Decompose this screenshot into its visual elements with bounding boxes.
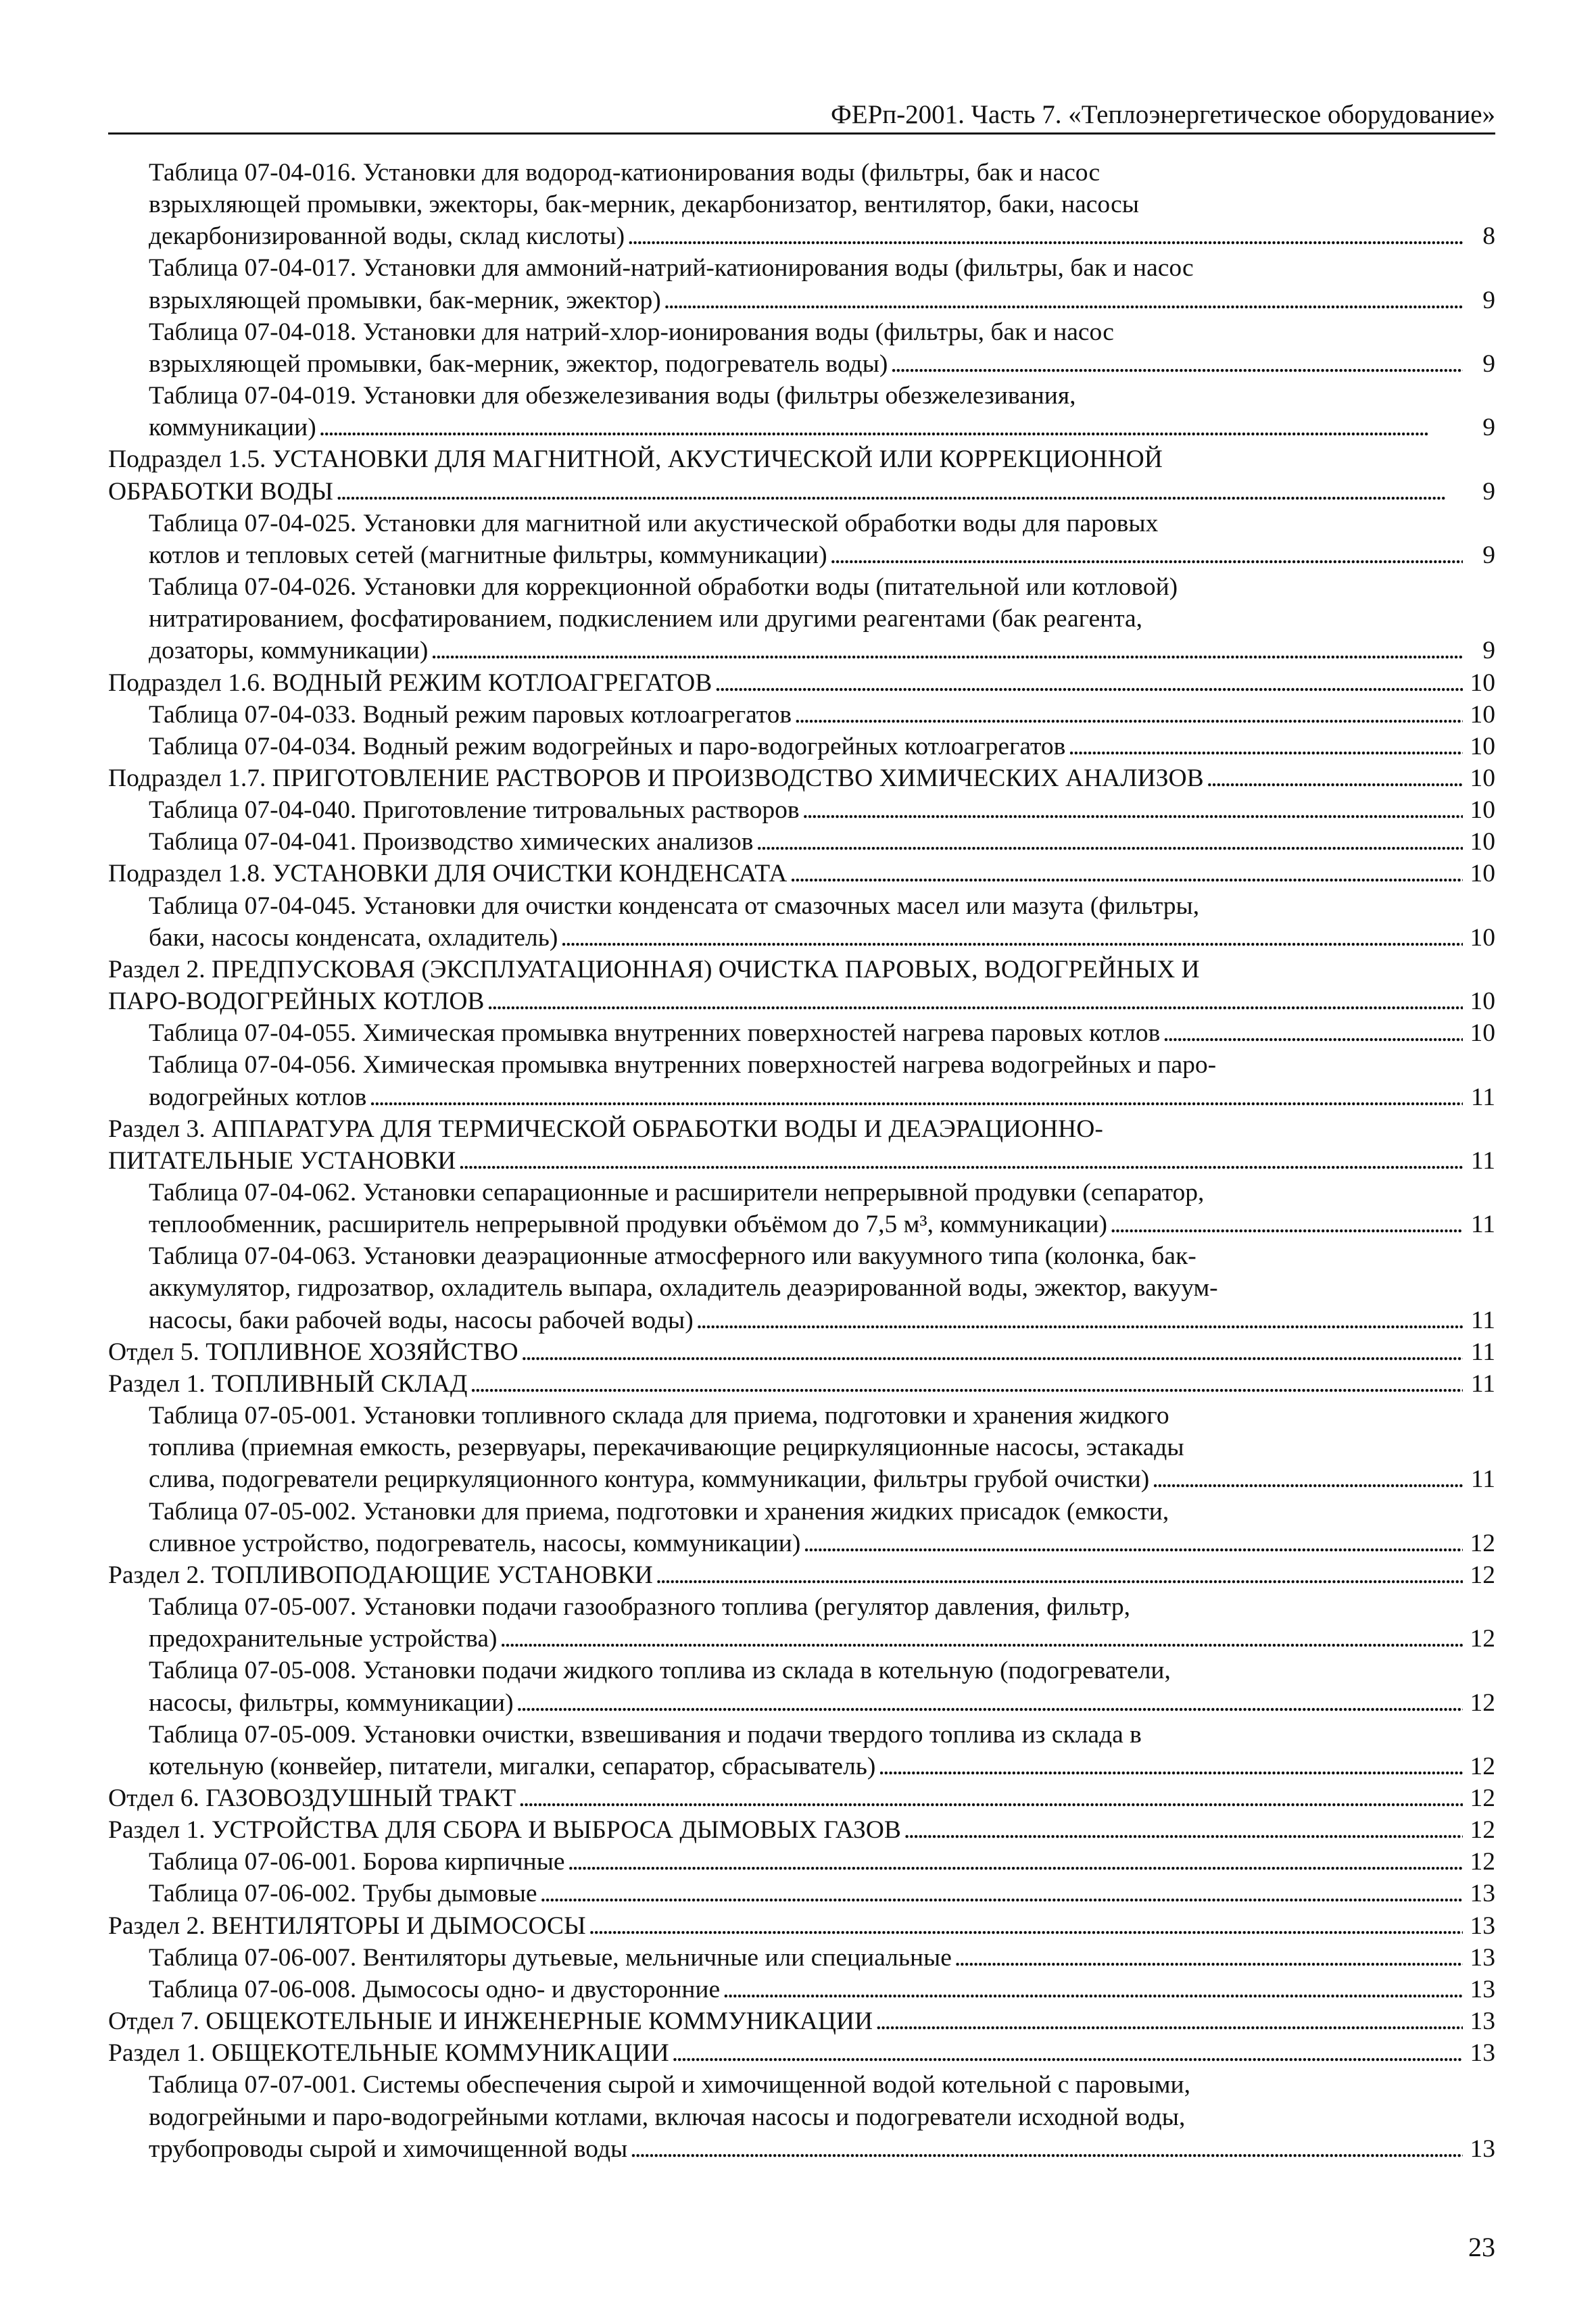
toc-entry-line: Таблица 07-04-041. Производство химических анализов xyxy=(149,828,754,856)
toc-entry-line: Таблица 07-05-007. Установки подачи газообразного топлива (регулятор давления, фильтр, xyxy=(149,1593,1131,1622)
toc-page-ref: 8 xyxy=(1482,222,1495,251)
toc-page-ref: 9 xyxy=(1482,637,1495,665)
toc-entry-line: Раздел 1. ОБЩЕКОТЕЛЬНЫЕ КОММУНИКАЦИИ xyxy=(108,2039,669,2068)
dot-leader xyxy=(336,476,1463,508)
toc-table-entry xyxy=(108,1177,1495,1240)
dot-leader xyxy=(890,348,1463,380)
toc-entry-line: Подраздел 1.5. УСТАНОВКИ ДЛЯ МАГНИТНОЙ, АКУСТИЧЕСКОЙ ИЛИ КОРРЕКЦИОННОЙ xyxy=(108,445,1163,474)
toc-page-ref: 9 xyxy=(1482,349,1495,378)
toc-table-entry xyxy=(108,1591,1495,1655)
dot-leader xyxy=(756,826,1463,858)
toc-page-ref: 10 xyxy=(1470,764,1495,792)
page-number: 23 xyxy=(1468,2232,1495,2262)
toc-page-ref: 10 xyxy=(1470,668,1495,697)
toc-page-ref: 13 xyxy=(1470,2135,1495,2163)
toc-entry-line: ПИТАТЕЛЬНЫЕ УСТАНОВКИ xyxy=(108,1146,456,1175)
toc-entry-line: Подраздел 1.6. ВОДНЫЙ РЕЖИМ КОТЛОАГРЕГАТОВ xyxy=(108,668,712,697)
dot-leader xyxy=(458,1145,1463,1177)
toc-entry-line: взрыхляющей промывки, эжекторы, бак-мерник, декарбонизатор, вентилятор, баки, насосы xyxy=(149,191,1139,219)
toc-entry-line: Таблица 07-04-033. Водный режим паровых котлоагрегатов xyxy=(149,700,792,729)
toc-table-entry xyxy=(108,794,1495,826)
toc-section-entry xyxy=(108,667,1495,699)
toc-section-entry xyxy=(108,1782,1495,1814)
toc-page-ref: 13 xyxy=(1470,1975,1495,2003)
dot-leader xyxy=(664,285,1463,316)
toc-table-entry xyxy=(108,1400,1495,1495)
dot-leader xyxy=(1110,1209,1463,1240)
toc-table-entry xyxy=(108,731,1495,762)
toc-section-entry xyxy=(108,1368,1495,1400)
toc-entry-line: сливное устройство, подогреватель, насосы, коммуникации) xyxy=(149,1529,801,1557)
toc-entry-line: Раздел 2. ПРЕДПУСКОВАЯ (ЭКСПЛУАТАЦИОННАЯ) ОЧИСТКА ПАРОВЫХ, ВОДОГРЕЙНЫХ И xyxy=(108,955,1200,983)
toc-page-ref: 11 xyxy=(1470,1369,1495,1398)
dot-leader xyxy=(790,858,1463,890)
page-header: ФЕРп-2001. Часть 7. «Теплоэнергетическое оборудование» xyxy=(108,100,1495,135)
toc-section-entry xyxy=(108,1814,1495,1846)
toc-entry-line: Таблица 07-05-008. Установки подачи жидкого топлива из склада в котельную (подогреватели, xyxy=(149,1657,1171,1685)
toc-table-entry xyxy=(108,157,1495,252)
toc-page-ref: 10 xyxy=(1470,732,1495,760)
dot-leader xyxy=(904,1814,1463,1846)
toc-table-entry xyxy=(108,1655,1495,1718)
toc-page-ref: 11 xyxy=(1470,1146,1495,1175)
toc-page-ref: 13 xyxy=(1470,1911,1495,1940)
toc-entry-line: Таблица 07-05-002. Установки для приема, подготовки и хранения жидких присадок (емкости, xyxy=(149,1497,1169,1526)
dot-leader xyxy=(1163,1017,1463,1049)
dot-leader xyxy=(672,2037,1463,2069)
toc-table-entry xyxy=(108,1974,1495,2005)
toc-table-entry xyxy=(108,380,1495,443)
dot-leader xyxy=(715,667,1463,699)
toc-entry-line: Таблица 07-07-001. Системы обеспечения сырой и химочищенной водой котельной с паровыми, xyxy=(149,2071,1190,2099)
toc-entry-line: слива, подогреватели рециркуляционного контура, коммуникации, фильтры грубой очистки) xyxy=(149,1465,1150,1494)
toc-entry-line: Таблица 07-04-040. Приготовление титровальных растворов xyxy=(149,796,800,825)
dot-leader xyxy=(830,539,1463,571)
dot-leader xyxy=(627,220,1463,252)
toc-section-entry xyxy=(108,443,1495,507)
toc-page-ref: 13 xyxy=(1470,2039,1495,2068)
toc-entry-line: коммуникации) xyxy=(149,414,316,442)
toc-page-ref: 12 xyxy=(1470,1688,1495,1717)
toc-page-ref: 12 xyxy=(1470,1848,1495,1876)
dot-leader xyxy=(431,635,1463,666)
dot-leader xyxy=(630,2133,1463,2165)
toc-entry-line: Таблица 07-05-009. Установки очистки, взвешивания и подачи твердого топлива из склада в xyxy=(149,1720,1142,1749)
toc-table-entry xyxy=(108,1878,1495,1909)
toc-entry-line: ОБРАБОТКИ ВОДЫ xyxy=(108,477,333,506)
dot-leader xyxy=(802,794,1463,826)
toc-entry-line: Таблица 07-04-025. Установки для магнитной или акустической обработки воды для паровых xyxy=(149,509,1159,537)
toc-entry-line: теплообменник, расширитель непрерывной продувки объёмом до 7,5 м³, коммуникации) xyxy=(149,1211,1108,1239)
toc-entry-line: Таблица 07-04-019. Установки для обезжелезивания воды (фильтры обезжелезивания, xyxy=(149,382,1076,410)
toc-table-entry xyxy=(108,826,1495,858)
toc-page-ref: 10 xyxy=(1470,988,1495,1016)
toc-page-ref: 10 xyxy=(1470,1019,1495,1048)
toc-entry-line: Таблица 07-04-016. Установки для водород-катионирования воды (фильтры, бак и насос xyxy=(149,159,1101,187)
dot-leader xyxy=(470,1368,1463,1400)
toc-table-entry xyxy=(108,1049,1495,1113)
toc-table-entry xyxy=(108,1017,1495,1049)
dot-leader xyxy=(723,1974,1463,2005)
toc-table-entry xyxy=(108,1719,1495,1782)
dot-leader xyxy=(794,699,1463,731)
toc-entry-line: Отдел 5. ТОПЛИВНОЕ ХОЗЯЙСТВО xyxy=(108,1338,518,1366)
dot-leader xyxy=(540,1878,1463,1909)
dot-leader xyxy=(487,985,1463,1017)
toc-entry-line: насосы, фильтры, коммуникации) xyxy=(149,1688,514,1717)
toc-page-ref: 9 xyxy=(1482,414,1495,442)
toc-page-ref: 9 xyxy=(1482,541,1495,569)
toc-entry-line: Таблица 07-04-045. Установки для очистки конденсата от смазочных масел или мазута (фильтры, xyxy=(149,892,1200,920)
dot-leader xyxy=(516,1687,1463,1719)
toc-section-entry xyxy=(108,1113,1495,1177)
toc-page-ref: 11 xyxy=(1470,1306,1495,1334)
dot-leader xyxy=(319,412,1463,443)
dot-leader xyxy=(500,1623,1463,1655)
toc-section-entry xyxy=(108,2005,1495,2037)
toc-section-entry xyxy=(108,1910,1495,1942)
toc-entry-line: топлива (приемная емкость, резервуары, перекачивающие рециркуляционные насосы, эстакады xyxy=(149,1434,1184,1462)
toc-page-ref: 9 xyxy=(1482,477,1495,506)
toc-entry-line: Раздел 2. ТОПЛИВОПОДАЮЩИЕ УСТАНОВКИ xyxy=(108,1561,653,1589)
toc-table-entry xyxy=(108,1942,1495,1974)
toc-entry-line: Таблица 07-04-062. Установки сепарационные и расширители непрерывной продувки (сепаратор, xyxy=(149,1179,1205,1207)
toc-entry-line: нитратированием, фосфатированием, подкислением или другими реагентами (бак реагента, xyxy=(149,605,1143,633)
toc-entry-line: декарбонизированной воды, склад кислоты) xyxy=(149,222,625,251)
toc-entry-line: Таблица 07-06-007. Вентиляторы дутьевые, мельничные или специальные xyxy=(149,1943,952,1972)
dot-leader xyxy=(656,1559,1463,1591)
toc-entry-line: Таблица 07-06-008. Дымососы одно- и двусторонние xyxy=(149,1975,721,2003)
toc-entry-line: Отдел 7. ОБЩЕКОТЕЛЬНЫЕ И ИНЖЕНЕРНЫЕ КОММУНИКАЦИИ xyxy=(108,2007,873,2036)
dot-leader xyxy=(878,1751,1463,1782)
toc-entry-line: Таблица 07-04-056. Химическая промывка внутренних поверхностей нагрева водогрейных и паро- xyxy=(149,1051,1217,1079)
toc-entry-line: Таблица 07-04-055. Химическая промывка внутренних поверхностей нагрева паровых котлов xyxy=(149,1019,1161,1048)
toc-table-entry xyxy=(108,1846,1495,1878)
toc-entry-line: аккумулятор, гидрозатвор, охладитель выпара, охладитель деаэрированной воды, эжектор, вакуум- xyxy=(149,1274,1218,1302)
dot-leader xyxy=(1207,762,1463,794)
toc-page-ref: 10 xyxy=(1470,860,1495,888)
toc-page-ref: 12 xyxy=(1470,1752,1495,1780)
dot-leader xyxy=(875,2005,1463,2037)
dot-leader xyxy=(518,1782,1463,1814)
toc-page-ref: 10 xyxy=(1470,796,1495,825)
toc-page-ref: 10 xyxy=(1470,700,1495,729)
toc-entry-line: Раздел 1. УСТРОЙСТВА ДЛЯ СБОРА И ВЫБРОСА ДЫМОВЫХ ГАЗОВ xyxy=(108,1816,901,1845)
toc-entry-line: Таблица 07-04-034. Водный режим водогрейных и паро-водогрейных котлоагрегатов xyxy=(149,732,1066,760)
toc-entry-line: Таблица 07-04-026. Установки для коррекционной обработки воды (питательной или котловой) xyxy=(149,573,1178,602)
toc-page-ref: 13 xyxy=(1470,1880,1495,1908)
toc-entry-line: котлов и тепловых сетей (магнитные фильтры, коммуникации) xyxy=(149,541,827,569)
toc-page-ref: 12 xyxy=(1470,1561,1495,1589)
toc-page-ref: 13 xyxy=(1470,1943,1495,1972)
toc-table-entry xyxy=(108,1240,1495,1336)
dot-leader xyxy=(560,922,1463,954)
toc-entry-line: Подраздел 1.8. УСТАНОВКИ ДЛЯ ОЧИСТКИ КОНДЕНСАТА xyxy=(108,860,788,888)
toc-section-entry xyxy=(108,1336,1495,1368)
table-of-contents xyxy=(108,157,1495,2165)
toc-entry-line: предохранительные устройства) xyxy=(149,1625,498,1653)
toc-page-ref: 11 xyxy=(1470,1465,1495,1494)
toc-entry-line: дозаторы, коммуникации) xyxy=(149,637,429,665)
toc-entry-line: баки, насосы конденсата, охладитель) xyxy=(149,923,558,952)
toc-entry-line: Подраздел 1.7. ПРИГОТОВЛЕНИЕ РАСТВОРОВ И ПРОИЗВОДСТВО ХИМИЧЕСКИХ АНАЛИЗОВ xyxy=(108,764,1204,792)
toc-table-entry xyxy=(108,890,1495,954)
toc-table-entry xyxy=(108,2069,1495,2164)
toc-entry-line: Таблица 07-06-001. Борова кирпичные xyxy=(149,1848,565,1876)
toc-page-ref: 12 xyxy=(1470,1816,1495,1845)
toc-section-entry xyxy=(108,1559,1495,1591)
toc-entry-line: Раздел 3. АППАРАТУРА ДЛЯ ТЕРМИЧЕСКОЙ ОБРАБОТКИ ВОДЫ И ДЕАЭРАЦИОННО- xyxy=(108,1115,1103,1143)
dot-leader xyxy=(1152,1463,1463,1495)
toc-page-ref: 13 xyxy=(1470,2007,1495,2036)
toc-section-entry xyxy=(108,2037,1495,2069)
toc-entry-line: Раздел 2. ВЕНТИЛЯТОРЫ И ДЫМОСОСЫ xyxy=(108,1911,586,1940)
toc-section-entry xyxy=(108,954,1495,1017)
toc-table-entry xyxy=(108,571,1495,666)
toc-entry-line: трубопроводы сырой и химочищенной воды xyxy=(149,2135,628,2163)
dot-leader xyxy=(568,1846,1463,1878)
toc-section-entry xyxy=(108,858,1495,890)
toc-page-ref: 12 xyxy=(1470,1529,1495,1557)
toc-page-ref: 11 xyxy=(1470,1338,1495,1366)
toc-entry-line: Раздел 1. ТОПЛИВНЫЙ СКЛАД xyxy=(108,1369,468,1398)
toc-entry-line: водогрейных котлов xyxy=(149,1083,367,1111)
dot-leader xyxy=(369,1081,1463,1113)
toc-entry-line: Таблица 07-04-063. Установки деаэрационные атмосферного или вакуумного типа (колонка, бак- xyxy=(149,1242,1196,1271)
toc-page-ref: 10 xyxy=(1470,923,1495,952)
toc-table-entry xyxy=(108,1496,1495,1559)
toc-entry-line: насосы, баки рабочей воды, насосы рабочей воды) xyxy=(149,1306,694,1334)
toc-page-ref: 9 xyxy=(1482,286,1495,314)
toc-entry-line: Отдел 6. ГАЗОВОЗДУШНЫЙ ТРАКТ xyxy=(108,1784,516,1812)
dot-leader xyxy=(954,1942,1463,1974)
toc-entry-line: взрыхляющей промывки, бак-мерник, эжектор) xyxy=(149,286,661,314)
toc-entry-line: водогрейными и паро-водогрейными котлами, включая насосы и подогреватели исходной воды, xyxy=(149,2103,1186,2131)
toc-table-entry xyxy=(108,699,1495,731)
toc-entry-line: ПАРО-ВОДОГРЕЙНЫХ КОТЛОВ xyxy=(108,988,485,1016)
dot-leader xyxy=(696,1305,1463,1336)
toc-page-ref: 12 xyxy=(1470,1784,1495,1812)
toc-table-entry xyxy=(108,316,1495,380)
toc-entry-line: взрыхляющей промывки, бак-мерник, эжектор, подогреватель воды) xyxy=(149,349,888,378)
toc-entry-line: Таблица 07-04-017. Установки для аммоний-натрий-катионирования воды (фильтры, бак и насос xyxy=(149,254,1194,283)
toc-page-ref: 12 xyxy=(1470,1625,1495,1653)
toc-entry-line: Таблица 07-05-001. Установки топливного склада для приема, подготовки и хранения жидкого xyxy=(149,1402,1169,1430)
toc-page-ref: 10 xyxy=(1470,828,1495,856)
toc-section-entry xyxy=(108,762,1495,794)
toc-page-ref: 11 xyxy=(1470,1211,1495,1239)
dot-leader xyxy=(803,1528,1463,1559)
toc-table-entry xyxy=(108,508,1495,571)
dot-leader xyxy=(589,1910,1463,1942)
dot-leader xyxy=(1068,731,1463,762)
dot-leader xyxy=(521,1336,1463,1368)
toc-table-entry xyxy=(108,252,1495,316)
toc-entry-line: котельную (конвейер, питатели, мигалки, сепаратор, сбрасыватель) xyxy=(149,1752,876,1780)
toc-page-ref: 11 xyxy=(1470,1083,1495,1111)
toc-entry-line: Таблица 07-04-018. Установки для натрий-хлор-ионирования воды (фильтры, бак и насос xyxy=(149,318,1114,346)
toc-entry-line: Таблица 07-06-002. Трубы дымовые xyxy=(149,1880,537,1908)
